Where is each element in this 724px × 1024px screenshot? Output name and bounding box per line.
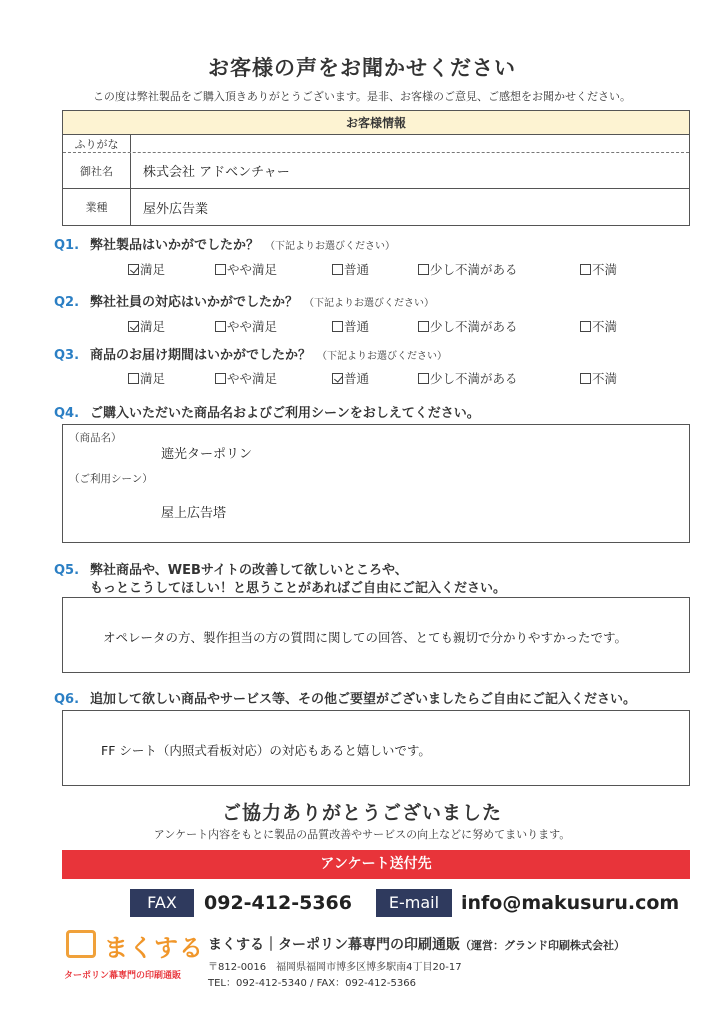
- q5-text-line1: 弊社商品や、WEBサイトの改善して欲しいところや、: [90, 563, 408, 578]
- company-operator: （運営：グランド印刷株式会社）: [460, 939, 625, 952]
- checkbox-icon[interactable]: [332, 264, 343, 275]
- company-tel-fax: TEL：092-412-5340 / FAX：092-412-5366: [208, 978, 416, 989]
- q2-option-label: やや満足: [227, 319, 278, 334]
- q2-question: [54, 291, 434, 310]
- q1-number: Q1.: [54, 238, 80, 253]
- q2-note: （下記よりお選びください）: [304, 298, 435, 309]
- q6-text: 追加して欲しい商品やサービス等、その他ご要望がございましたらご自由にご記入ください。: [90, 692, 637, 707]
- company-label: 御社名: [63, 153, 131, 188]
- q2-option[interactable]: [580, 317, 617, 335]
- thanks-heading: ご協力ありがとうございました: [221, 802, 502, 824]
- q4-product-value: 遮光ターポリン: [161, 447, 253, 462]
- q5-number: Q5.: [54, 563, 80, 578]
- furigana-row: [63, 135, 689, 153]
- q5-answer-box[interactable]: [62, 597, 690, 673]
- industry-field[interactable]: 屋外広告業: [143, 201, 209, 217]
- q1-option-label: 不満: [592, 262, 618, 277]
- intro-text: この度は弊社製品をご購入頂きありがとうございます。是非、お客様のご意見、ご感想をお聞かせください。: [92, 90, 632, 103]
- logo-text: まくする: [104, 934, 204, 962]
- checkbox-icon[interactable]: [580, 373, 591, 384]
- q4-question: [54, 402, 480, 421]
- q3-option[interactable]: [128, 369, 165, 387]
- q3-text: 商品のお届け期間はいかがでしたか？: [90, 348, 312, 363]
- q3-option[interactable]: [215, 369, 277, 387]
- q1-option-label: 少し不満がある: [430, 262, 518, 277]
- checkbox-icon[interactable]: [128, 264, 139, 275]
- send-to-bar: アンケート送付先: [62, 850, 690, 879]
- checkbox-icon[interactable]: [215, 264, 226, 275]
- q5-question-line2: [90, 577, 506, 596]
- q1-text: 弊社製品はいかがでしたか？: [90, 238, 260, 253]
- email-link[interactable]: info@makusuru.com: [461, 892, 680, 914]
- q3-option-label: 満足: [140, 371, 166, 386]
- customer-info-header: お客様情報: [63, 111, 689, 135]
- industry-row: [63, 189, 689, 225]
- checkbox-icon[interactable]: [418, 321, 429, 332]
- q1-question: [54, 234, 395, 253]
- q1-option[interactable]: [580, 260, 617, 278]
- q4-scene-label: （ご利用シーン）: [69, 473, 153, 485]
- q4-product-label: （商品名）: [69, 432, 122, 444]
- q3-note: （下記よりお選びください）: [317, 351, 448, 362]
- q2-text: 弊社社員の対応はいかがでしたか？: [90, 295, 299, 310]
- q1-option-label: やや満足: [227, 262, 278, 277]
- company-address: 〒812-0016 福岡県福岡市博多区博多駅南4丁目20-17: [208, 962, 462, 973]
- fax-label: FAX: [130, 889, 194, 917]
- industry-label: 業種: [63, 189, 131, 225]
- q4-text: ご購入いただいた商品名およびご利用シーンをおしえてください。: [90, 406, 480, 421]
- q2-option[interactable]: [128, 317, 165, 335]
- checkbox-icon[interactable]: [215, 321, 226, 332]
- q1-option[interactable]: [215, 260, 277, 278]
- q2-option-label: 満足: [140, 319, 166, 334]
- q3-option[interactable]: [332, 369, 369, 387]
- thanks-subtext: アンケート内容をもとに製品の品質改善やサービスの向上などに努めてまいります。: [153, 828, 571, 841]
- q2-option[interactable]: [332, 317, 369, 335]
- q2-option[interactable]: [418, 317, 518, 335]
- q6-answer-box[interactable]: [62, 710, 690, 786]
- checkbox-icon[interactable]: [418, 264, 429, 275]
- q1-note: （下記よりお選びください）: [265, 241, 396, 252]
- logo-icon: [66, 930, 96, 958]
- q4-scene-value: 屋上広告塔: [161, 506, 227, 521]
- q2-option[interactable]: [215, 317, 277, 335]
- q3-option-label: 不満: [592, 371, 618, 386]
- q5-question: [54, 559, 408, 578]
- q6-question: [54, 688, 636, 707]
- q2-option-label: 少し不満がある: [430, 319, 518, 334]
- logo-subtext: ターポリン幕専門の印刷通販: [64, 971, 182, 981]
- checkbox-icon[interactable]: [215, 373, 226, 384]
- q2-number: Q2.: [54, 295, 80, 310]
- q3-option-label: 少し不満がある: [430, 371, 518, 386]
- q5-text-line2: もっとこうしてほしい！と思うことがあればご自由にご記入ください。: [90, 581, 507, 596]
- checkbox-icon[interactable]: [128, 373, 139, 384]
- q6-number: Q6.: [54, 692, 80, 707]
- page-title: お客様の声をお聞かせください: [208, 56, 516, 80]
- company-name-text: まくする｜ターポリン幕専門の印刷通販: [208, 937, 460, 953]
- q5-answer: オペレータの方、製作担当の方の質問に関しての回答、とても親切で分かりやすかったです。: [103, 630, 628, 645]
- q3-number: Q3.: [54, 348, 80, 363]
- q3-option-label: やや満足: [227, 371, 278, 386]
- q1-option[interactable]: [128, 260, 165, 278]
- company-name: [208, 934, 625, 954]
- q2-option-label: 不満: [592, 319, 618, 334]
- q4-number: Q4.: [54, 406, 80, 421]
- email-label: E-mail: [376, 889, 452, 917]
- q6-answer: FF シート（内照式看板対応）の対応もあると嬉しいです。: [101, 743, 431, 758]
- checkbox-icon[interactable]: [128, 321, 139, 332]
- furigana-field[interactable]: [131, 135, 689, 152]
- furigana-label: ふりがな: [63, 135, 131, 152]
- checkbox-icon[interactable]: [580, 264, 591, 275]
- q1-option[interactable]: [418, 260, 518, 278]
- q3-option[interactable]: [418, 369, 518, 387]
- q3-option-label: 普通: [344, 371, 370, 386]
- company-row: [63, 153, 689, 189]
- q4-answer-box[interactable]: [62, 424, 690, 543]
- checkbox-icon[interactable]: [580, 321, 591, 332]
- q2-option-label: 普通: [344, 319, 370, 334]
- q1-option[interactable]: [332, 260, 369, 278]
- customer-info-table: [62, 110, 690, 226]
- q3-question: [54, 344, 447, 363]
- fax-number: 092-412-5366: [204, 892, 352, 914]
- checkbox-icon[interactable]: [418, 373, 429, 384]
- checkbox-icon[interactable]: [332, 373, 343, 384]
- q1-option-label: 普通: [344, 262, 370, 277]
- company-field[interactable]: 株式会社 アドベンチャー: [143, 165, 290, 180]
- q1-option-label: 満足: [140, 262, 166, 277]
- checkbox-icon[interactable]: [332, 321, 343, 332]
- q3-option[interactable]: [580, 369, 617, 387]
